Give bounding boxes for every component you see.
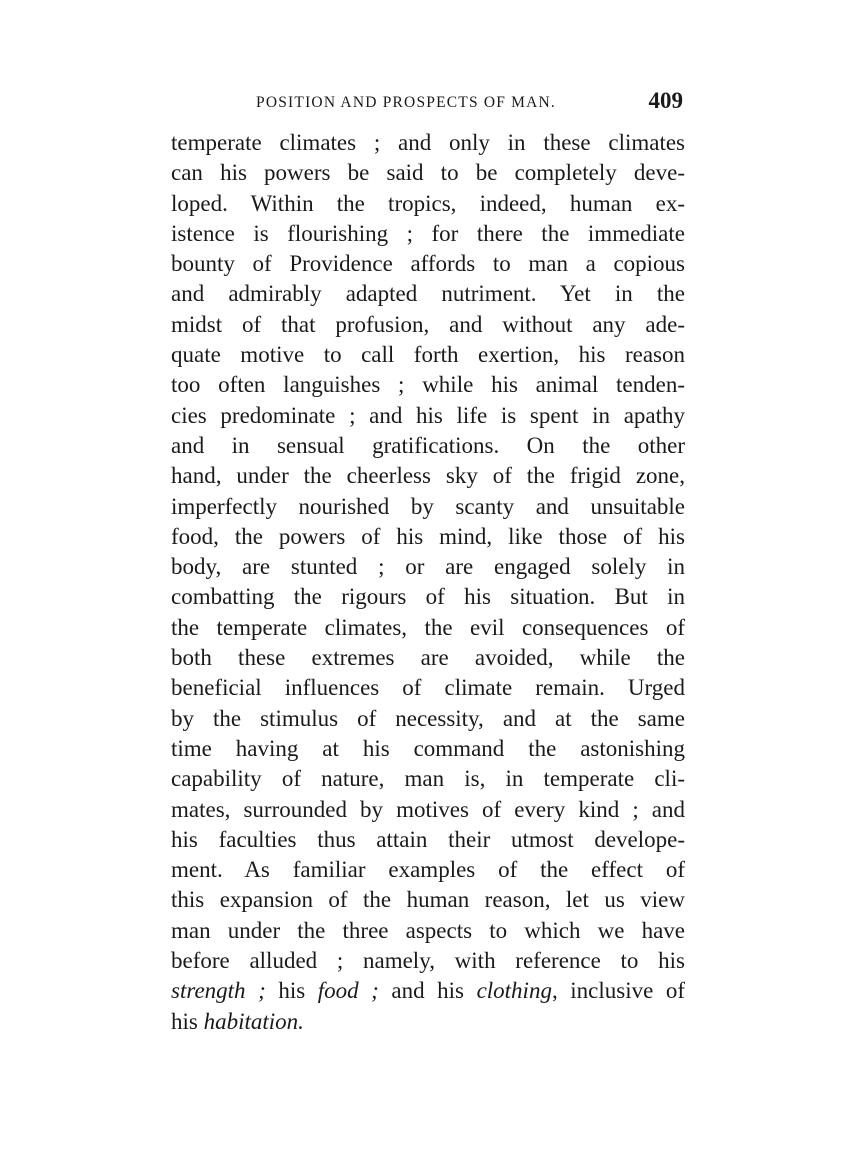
word-his-final: his: [171, 1008, 198, 1034]
emphasis-strength: strength ;: [171, 978, 266, 1004]
running-title: POSITION AND PROSPECTS OF MAN.: [256, 94, 556, 111]
text-line: food, the powers of his mind, like those of his: [171, 523, 685, 549]
text-line: too often languishes ; while his animal tenden-: [171, 372, 685, 398]
text-line: istence is flourishing ; for there the immediate: [171, 220, 685, 246]
text-line: body, are stunted ; or are engaged solely in: [171, 554, 685, 580]
text-line: midst of that profusion, and without any ade-: [171, 311, 685, 337]
text-line-emphasis: [171, 976, 685, 1006]
text-line: capability of nature, man is, in temperate cli-: [171, 766, 685, 792]
text-line: the temperate climates, the evil consequences of: [171, 614, 685, 640]
word-his: his: [278, 978, 306, 1004]
text-line: hand, under the cheerless sky of the frigid zone,: [171, 463, 685, 489]
text-line: and admirably adapted nutriment. Yet in the: [171, 281, 685, 307]
text-line: combatting the rigours of his situation. But in: [171, 584, 685, 610]
text-line: temperate climates ; and only in these climates: [171, 130, 685, 155]
words-inclusive-of: , inclusive of: [551, 978, 686, 1004]
text-line: and in sensual gratifications. On the other: [171, 432, 685, 458]
emphasis-clothing: clothing: [476, 978, 552, 1004]
text-line: mates, surrounded by motives of every kind ; and: [171, 796, 685, 822]
text-line: can his powers be said to be completely deve-: [171, 160, 685, 186]
text-line: cies predominate ; and his life is spent in apathy: [171, 402, 685, 428]
emphasis-habitation: habitation.: [203, 1008, 304, 1034]
body-text: [171, 128, 685, 1037]
text-line: imperfectly nourished by scanty and unsuitable: [171, 493, 685, 519]
text-line-final: [171, 1007, 685, 1037]
word-and-his: and his: [391, 978, 464, 1004]
emphasis-food: food ;: [317, 978, 379, 1004]
text-line: by the stimulus of necessity, and at the same: [171, 705, 685, 731]
text-line: both these extremes are avoided, while the: [171, 645, 685, 671]
text-line: before alluded ; namely, with reference to his: [171, 948, 685, 974]
text-line: his faculties thus attain their utmost develope-: [171, 826, 685, 852]
text-line: time having at his command the astonishing: [171, 735, 685, 761]
text-line: beneficial influences of climate remain. Urged: [171, 675, 685, 701]
running-head: [170, 88, 685, 118]
text-line: man under the three aspects to which we have: [171, 917, 685, 943]
page-number: 409: [648, 88, 683, 113]
text-line: quate motive to call forth exertion, his reason: [171, 342, 685, 368]
text-line: loped. Within the tropics, indeed, human ex-: [171, 190, 685, 216]
text-line: bounty of Providence affords to man a copious: [171, 251, 685, 277]
text-line: this expansion of the human reason, let us view: [171, 887, 685, 913]
text-line: ment. As familiar examples of the effect of: [171, 857, 685, 883]
